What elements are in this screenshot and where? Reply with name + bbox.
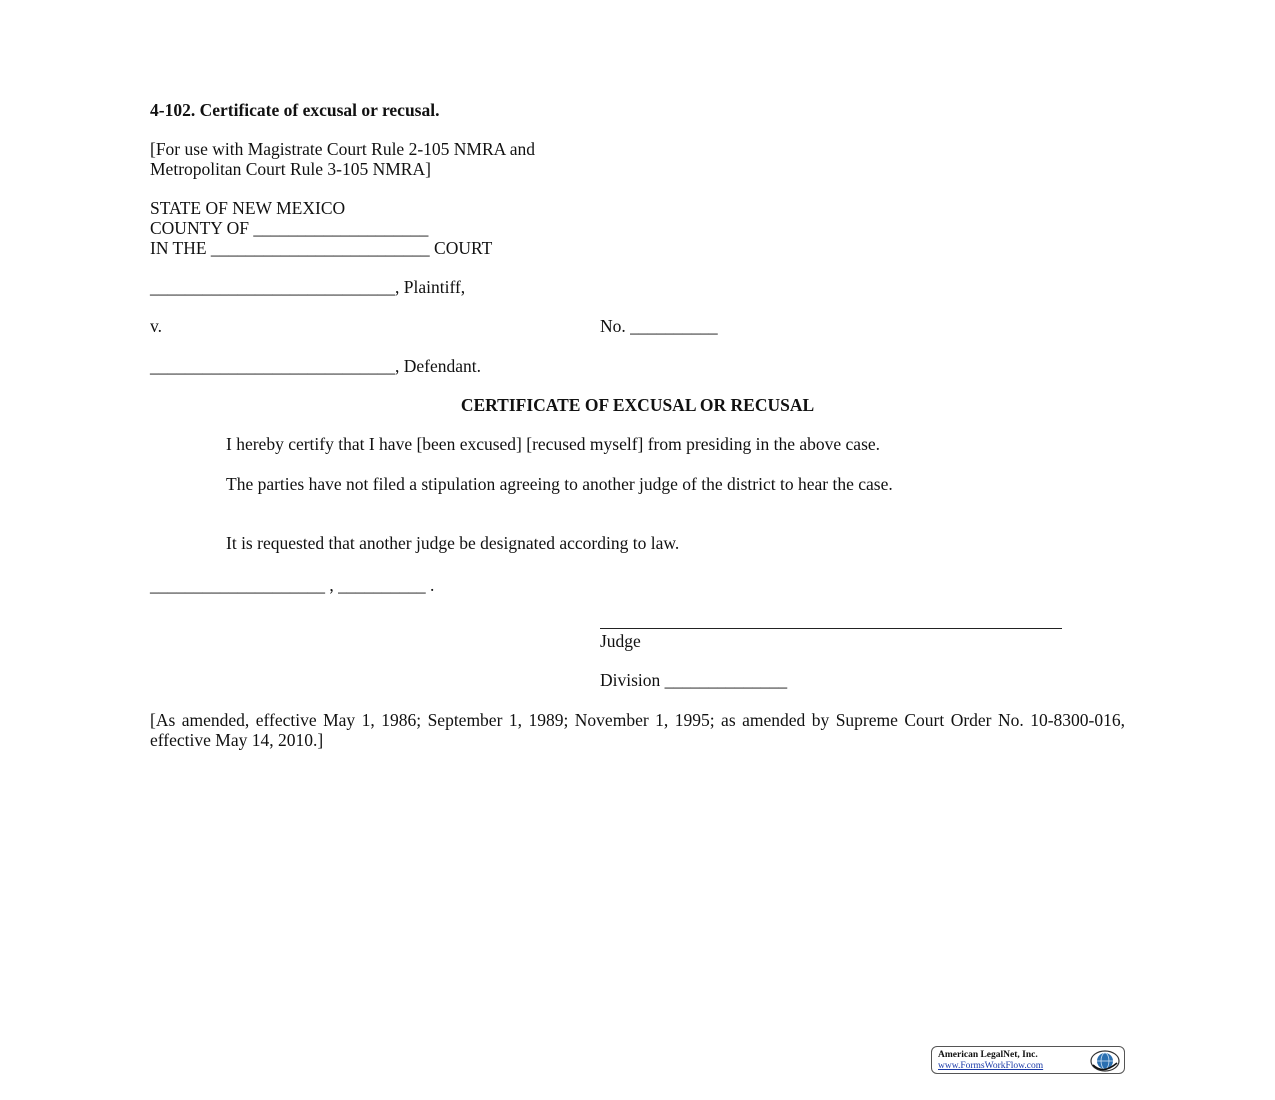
versus-label: v. xyxy=(150,316,162,336)
judge-label: Judge xyxy=(600,631,641,651)
globe-icon xyxy=(1085,1049,1121,1073)
rule-title: 4-102. Certificate of excusal or recusal. xyxy=(150,100,440,120)
state-line: STATE OF NEW MEXICO xyxy=(150,198,346,218)
amendment-history: [As amended, effective May 1, 1986; September 1, 1989; November 1, 1995; as amended by Supreme Court Order No. 10-8300-016, effective May 14, 2010.] xyxy=(150,710,1125,750)
usage-note-line-2: Metropolitan Court Rule 3-105 NMRA] xyxy=(150,159,431,179)
judge-signature-line xyxy=(600,628,1062,629)
division-field: Division ______________ xyxy=(600,670,788,690)
plaintiff-field: ____________________________, Plaintiff, xyxy=(150,277,466,297)
date-field: ____________________ , __________ . xyxy=(150,575,435,595)
american-legalnet-logo[interactable] xyxy=(931,1046,1125,1074)
logo-company-name: American LegalNet, Inc. xyxy=(938,1050,1038,1060)
stipulation-paragraph: The parties have not filed a stipulation agreeing to another judge of the district to hear the case. xyxy=(226,474,893,494)
request-paragraph: It is requested that another judge be designated according to law. xyxy=(226,533,680,553)
defendant-field: ____________________________, Defendant. xyxy=(150,356,482,376)
usage-note-line-1: [For use with Magistrate Court Rule 2-105 NMRA and xyxy=(150,139,535,159)
case-number-field: No. __________ xyxy=(600,316,718,336)
county-field: COUNTY OF ____________________ xyxy=(150,218,429,238)
court-field: IN THE _________________________ COURT xyxy=(150,238,493,258)
certificate-title: CERTIFICATE OF EXCUSAL OR RECUSAL xyxy=(460,395,815,415)
logo-website-link[interactable]: www.FormsWorkFlow.com xyxy=(938,1061,1044,1071)
certification-paragraph: I hereby certify that I have [been excused] [recused myself] from presiding in the above case. xyxy=(226,434,881,454)
